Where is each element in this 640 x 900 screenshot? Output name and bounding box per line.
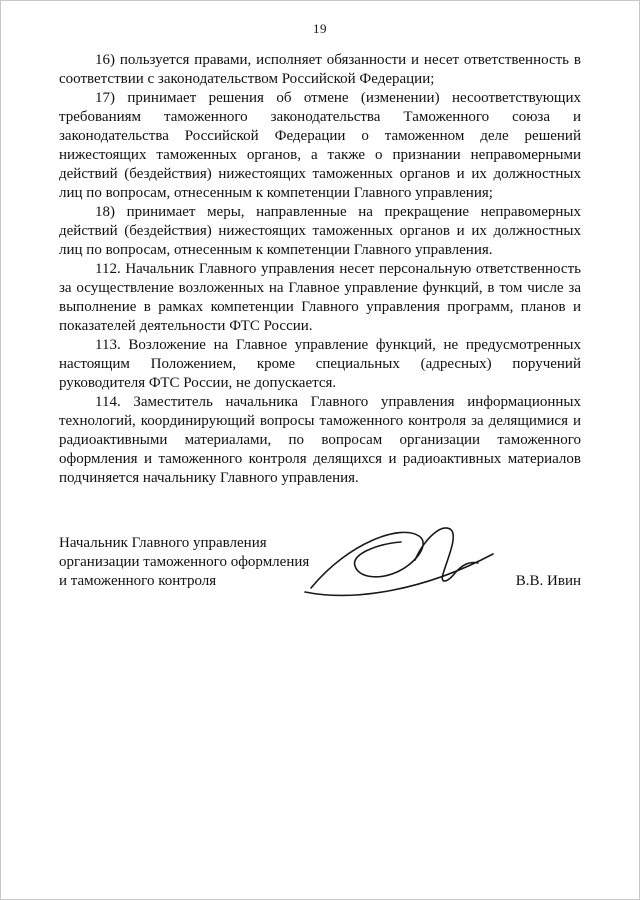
page-number: 19	[313, 21, 327, 36]
signatory-name: В.В. Ивин	[515, 573, 581, 589]
paragraph-114: 114. Заместитель начальника Главного управления информационных технологий, координирующий вопросы таможенного контроля за делящимися и радиоактивными материалами, по вопросам организации таможенного оформления и таможенного контроля делящихся и радиоактивных материалов подчиняется начальнику Главного управления.	[59, 394, 581, 486]
page-content	[1, 1, 639, 591]
signatory-title-line-2: организации таможенного оформления	[59, 554, 310, 570]
document-body	[59, 51, 581, 488]
paragraph-112: 112. Начальник Главного управления несет персональную ответственность за осуществление возложенных на Главное управление функций, в том числе за выполнение в рамках компетенции Главного управления программ, планов и показателей деятельности ФТС России.	[59, 261, 581, 334]
signature-block	[59, 534, 581, 591]
handwritten-signature-icon	[297, 516, 517, 608]
signatory-title	[59, 534, 309, 591]
signatory-title-line-3: и таможенного контроля	[59, 573, 217, 589]
signatory-title-line-1: Начальник Главного управления	[59, 535, 267, 551]
paragraph-16: 16) пользуется правами, исполняет обязанности и несет ответственность в соответствии с законодательством Российской Федерации;	[59, 52, 581, 87]
paragraph-17: 17) принимает решения об отмене (изменении) несоответствующих требованиям таможенного законодательства Таможенного союза и законодательства Российской Федерации о таможенном деле решений нижестоящих таможенных органов, а также о признании неправомерными действий (бездействия) нижестоящих таможенных органов и их должностных лиц по вопросам, отнесенным к компетенции Главного управления;	[59, 90, 581, 201]
paragraph-113: 113. Возложение на Главное управление функций, не предусмотренных настоящим Положением, кроме специальных (адресных) поручений руководителя ФТС России, не допускается.	[59, 337, 581, 391]
paragraph-18: 18) принимает меры, направленные на прекращение неправомерных действий (бездействия) нижестоящих таможенных органов и их должностных лиц по вопросам, отнесенным к компетенции Главного управления.	[59, 204, 581, 258]
